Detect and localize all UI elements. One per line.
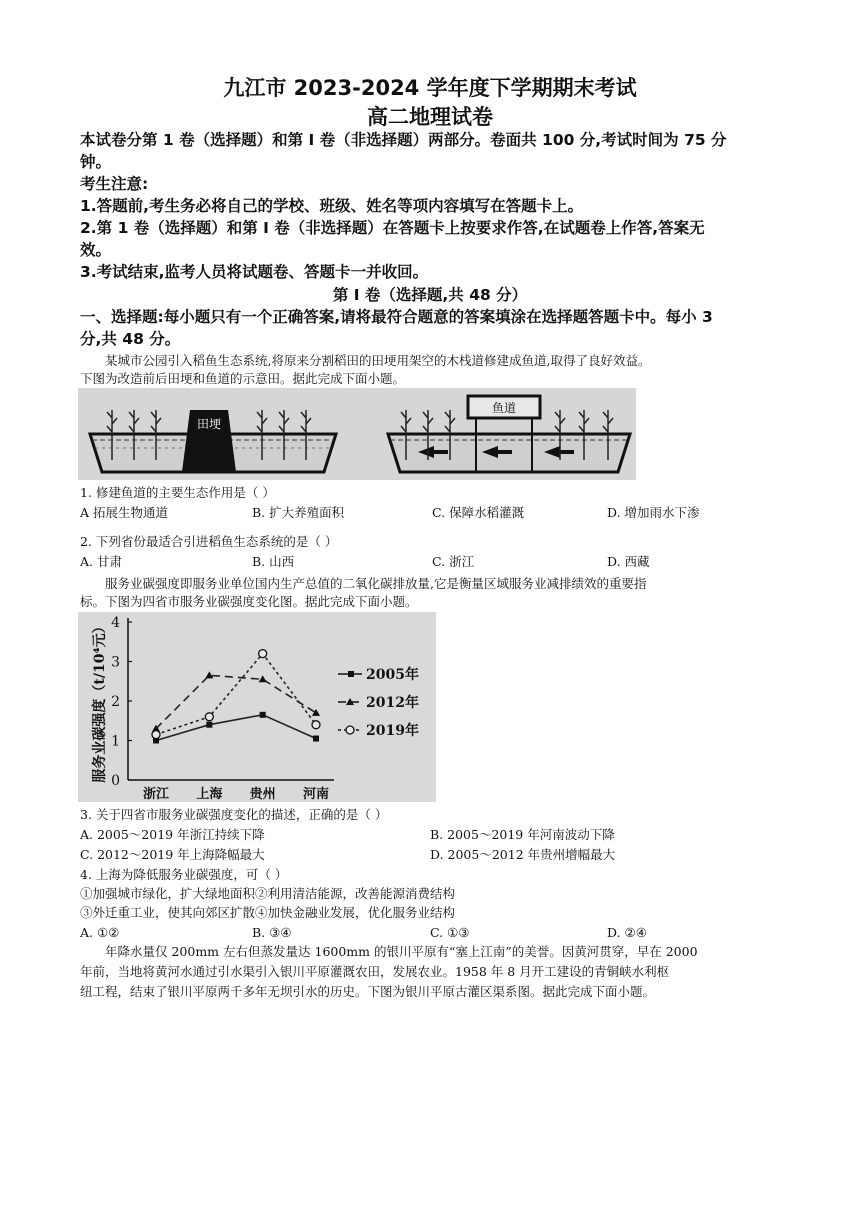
q2-option-b: B. 山西 [252,554,295,569]
y-tick-label: 3 [111,654,120,671]
q3-option-b: B. 2005～2019 年河南波动下降 [430,827,615,842]
exam-subtitle: 高二地理试卷 [367,105,493,129]
carbon-intensity-chart [78,612,436,802]
legend-label-0: 2005年 [366,667,419,683]
legend-label-2: 2019年 [366,723,419,739]
q4-option-b: B. ③④ [252,925,292,940]
paddy-diagram [78,388,636,480]
series-point-0 [260,712,266,718]
passage3-line3: 纽工程，结束了银川平原两千多年无坝引水的历史。下图为银川平原古灌区渠系图。据此完成下面小题。 [80,984,656,999]
q1-option-a: A 拓展生物通道 [80,505,169,520]
q3-option-d: D. 2005～2012 年贵州增幅最大 [430,847,616,862]
exam-title: 九江市 2023-2024 学年度下学期期末考试 [223,76,637,100]
x-tick-label: 浙江 [142,787,170,802]
passage1-line1: 某城市公园引入稻鱼生态系统,将原来分割稻田的田埂用架空的木栈道修建成鱼道,取得了良好效益。 [105,353,651,368]
series-point-2 [152,731,160,739]
section-title: 第 I 卷（选择题,共 48 分） [332,286,528,304]
legend-label-1: 2012年 [366,695,419,711]
notice-2a: 2.第 1 卷（选择题）和第 I 卷（非选择题）在答题卡上按要求作答,在试题卷上作答,答案无 [80,219,705,237]
notice-1: 1.答题前,考生务必将自己的学校、班级、姓名等项内容填写在答题卡上。 [80,197,584,215]
q4-statement-line1: ①加强城市绿化，扩大绿地面积②利用清洁能源，改善能源消费结构 [80,886,456,901]
y-tick-label: 4 [111,615,120,631]
notice-3: 3.考试结束,监考人员将试题卷、答题卡一并收回。 [80,263,429,281]
x-tick-label: 上海 [196,787,223,802]
passage3-line1: 年降水量仅 200mm 左右但蒸发量达 1600mm 的银川平原有“塞上江南”的美誉。因黄河贯穿，早在 2000 [105,944,698,959]
series-point-0 [313,736,319,742]
q2-option-d: D. 西藏 [607,554,650,569]
section-instruction-b: 分,共 48 分。 [80,330,181,348]
q2-option-c: C. 浙江 [432,554,475,569]
passage1-line2: 下图为改造前后田埂和鱼道的示意田。据此完成下面小题。 [80,371,406,386]
series-point-0 [206,722,212,728]
q3-stem: 3. 关于四省市服务业碳强度变化的描述，正确的是（ ） [80,807,388,822]
q1-option-d: D. 增加雨水下渗 [607,505,700,520]
q4-stem: 4. 上海为降低服务业碳强度，可（ ） [80,867,288,882]
legend-marker-2 [346,726,354,734]
q4-option-d: D. ②④ [607,925,647,940]
q4-option-a: A. ①② [80,925,120,940]
passage2-line2: 标。下图为四省市服务业碳强度变化图。据此完成下面小题。 [80,594,418,609]
series-point-2 [312,721,320,729]
q1-stem: 1. 修建鱼道的主要生态作用是（ ） [80,485,275,500]
passage3-line2: 年前，当地将黄河水通过引水渠引入银川平原灌溉农田，发展农业。1958 年 8 月开工建设的青铜峡水利枢 [80,964,670,979]
notice-title: 考生注意: [80,175,149,193]
q4-option-c: C. ①③ [430,925,470,940]
notice-2b: 效。 [80,241,112,259]
field-ridge-label: 田埂 [196,417,222,431]
intro-line1: 本试卷分第 1 卷（选择题）和第 I 卷（非选择题）两部分。卷面共 100 分,考试时间为 75 分 [80,131,727,149]
y-tick-label: 0 [111,773,120,789]
fish-channel-label: 鱼道 [491,401,517,415]
q1-option-b: B. 扩大养殖面积 [252,505,345,520]
series-point-2 [205,713,213,721]
passage2-line1: 服务业碳强度即服务业单位国内生产总值的二氧化碳排放量,它是衡量区域服务业减排绩效的重要指 [105,576,647,591]
q3-option-c: C. 2012～2019 年上海降幅最大 [80,847,265,862]
carbon-intensity-chart-svg [78,612,436,802]
intro-line2: 钟。 [80,153,112,171]
series-point-2 [259,650,267,658]
y-tick-label: 2 [111,694,120,710]
y-axis-label: 服务业碳强度（t/10⁴元） [92,619,108,783]
q2-stem: 2. 下列省份最适合引进稻鱼生态系统的是（ ） [80,534,338,549]
paddy-diagram-svg [78,388,636,480]
x-tick-label: 河南 [302,787,330,802]
y-tick-label: 1 [111,733,120,750]
q1-option-c: C. 保障水稻灌溉 [432,505,525,520]
x-tick-label: 贵州 [249,787,276,802]
q2-option-a: A. 甘肃 [80,554,122,569]
section-instruction-a: 一、选择题:每小题只有一个正确答案,请将最符合题意的答案填涂在选择题答题卡中。每小 3 [80,308,713,326]
q4-statement-line2: ③外迁重工业，使其向郊区扩散④加快金融业发展，优化服务业结构 [80,905,456,920]
legend-marker-0 [348,671,354,677]
q3-option-a: A. 2005～2019 年浙江持续下降 [80,827,265,842]
